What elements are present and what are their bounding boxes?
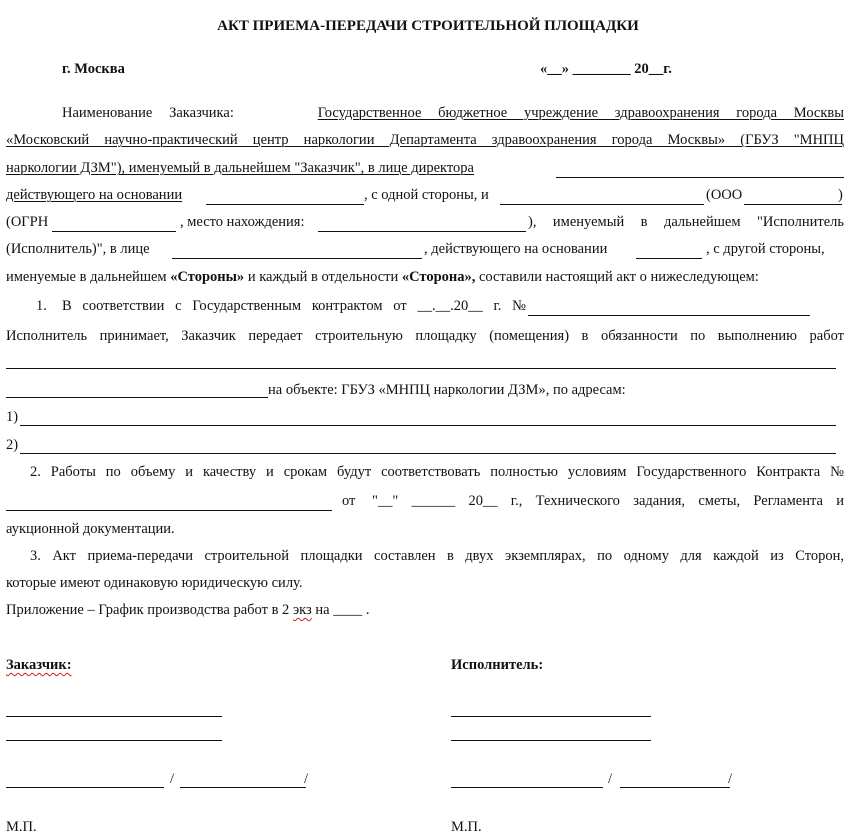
party-term: «Сторона», (401, 269, 476, 285)
item-1-number: 1. (36, 298, 47, 314)
contractor-signature-label: Исполнитель: (451, 657, 544, 673)
object-text: на объекте: ГБУЗ «МНПЦ наркологии ДЗМ», по адресам: (268, 382, 626, 398)
contract-2-from: от (342, 493, 356, 509)
customer-name-blank (180, 787, 306, 788)
intro-line-5-end: ), именуемый в дальнейшем "Исполнитель (528, 214, 844, 230)
address-1-blank (20, 425, 836, 426)
item-1-text: В соответствии с Государственным контрактом от __.__.20__ г. № (62, 298, 526, 314)
customer-signature-blank (6, 787, 164, 788)
contractor-name-blank (620, 787, 730, 788)
intro-line-1 (6, 104, 844, 122)
ooo-label: (ООО (706, 187, 743, 203)
ogrn-blank (52, 231, 176, 232)
contractor-slash-end: / (728, 771, 733, 787)
customer-line-1 (6, 716, 222, 717)
intro-line-7: именуемые в дальнейшем «Стороны» и каждый в отдельности «Сторона», составили настоящий акт о нижеследующем: (6, 269, 759, 285)
customer-slash-end: / (304, 771, 309, 787)
location-label: , место нахождения: (180, 214, 305, 230)
intro-line-3-text: наркологии ДЗМ"), именуемый в дальнейшем "Заказчик", в лице директора (6, 160, 474, 176)
intro-line-3 (6, 159, 844, 177)
representative-basis-blank (636, 258, 702, 259)
second-party-text: , с другой стороны, (706, 241, 825, 257)
representative-blank (172, 258, 422, 259)
address-1-label: 1) (6, 409, 19, 425)
document-date: «__» ________ 20__г. (540, 61, 672, 77)
contractor-seal: М.П. (451, 819, 482, 835)
contractor-line-2 (451, 740, 651, 741)
object-blank (6, 397, 268, 398)
address-2-blank (20, 453, 836, 454)
customer-line-2 (6, 740, 222, 741)
item-3-line-2: которые имеют одинаковую юридическую силу. (6, 575, 303, 591)
address-2-label: 2) (6, 437, 19, 453)
item-3-line-1: 3. Акт приема-передачи строительной площадки составлен в двух экземплярах, по одному для каждой из Сторон, (30, 548, 844, 564)
city: г. Москва (62, 61, 125, 77)
ooo-close: ) (838, 187, 843, 203)
appendix-line: Приложение – График производства работ в 2 экз на ____ . (6, 602, 370, 618)
item-2-line-3: аукционной документации. (6, 521, 175, 537)
basis-blank (206, 204, 364, 205)
ooo-blank (744, 204, 842, 205)
parties-term: «Стороны» (170, 269, 245, 285)
customer-slash: / (170, 771, 175, 787)
customer-signature-label: Заказчик: (6, 657, 72, 673)
representative-label: (Исполнитель)", в лице (6, 241, 150, 257)
director-name-line (556, 177, 844, 178)
customer-name-text: Государственное бюджетное учреждение здравоохранения города Москвы (317, 105, 845, 121)
contractor-line-1 (451, 716, 651, 717)
item-2-line-1: 2. Работы по объему и качеству и срокам будут соответствовать полностью условиям Государственного Контракта № (30, 464, 844, 480)
item-2-line-2: "__" ______ 20__ г., Технического задания, сметы, Регламента и (372, 493, 844, 509)
appendix-ekz: экз (292, 602, 312, 618)
contract-number-blank (528, 315, 810, 316)
ogrn-label: (ОГРН (6, 214, 49, 230)
contractor-slash: / (608, 771, 613, 787)
basis-label: действующего на основании (6, 187, 183, 203)
contractor-blank (500, 204, 704, 205)
location-blank (318, 231, 526, 232)
representative-basis-label: , действующего на основании (424, 241, 608, 257)
contractor-signature-blank (451, 787, 603, 788)
works-blank (6, 368, 836, 369)
intro-line-2: «Московский научно-практический центр наркологии Департамента здравоохранения города Москвы» (ГБУЗ "МНПЦ (6, 132, 844, 148)
first-party-text: , с одной стороны, и (364, 187, 489, 203)
document-title: АКТ ПРИЕМА-ПЕРЕДАЧИ СТРОИТЕЛЬНОЙ ПЛОЩАДКИ (217, 18, 639, 34)
item-1-line-2: Исполнитель принимает, Заказчик передает строительную площадку (помещения) в обязанности по выполнению работ (6, 328, 844, 344)
contract-2-number-blank (6, 510, 332, 511)
customer-name-label: Наименование Заказчика: (62, 105, 234, 121)
customer-seal: М.П. (6, 819, 37, 835)
